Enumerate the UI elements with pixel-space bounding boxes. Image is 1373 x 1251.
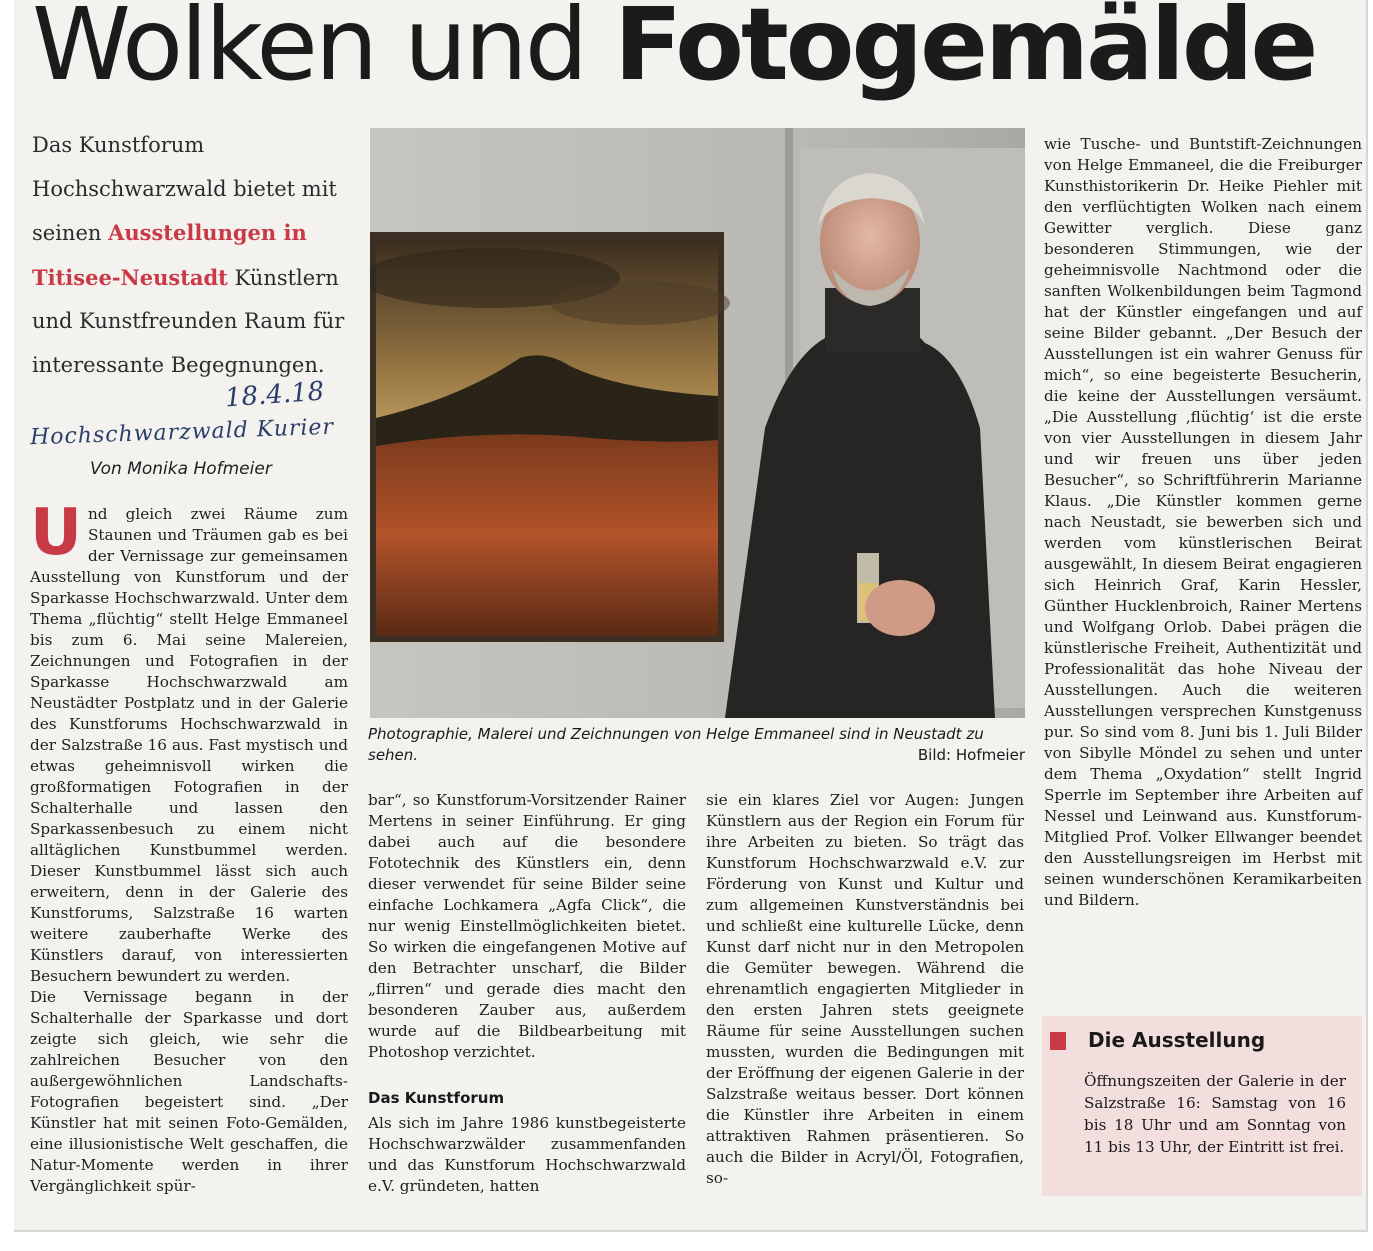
headline-bold: Fotogemälde bbox=[614, 0, 1316, 103]
photo-caption bbox=[368, 724, 1025, 766]
drop-cap: U bbox=[30, 496, 82, 570]
column-4-text: wie Tusche- und Buntstift-Zeichnungen von Helge Emmaneel, die die Freiburger Kunsthistorikerin Dr. Heike Piehler mit den verflüchtigten Wolken nach einem Gewitter verglich. Diese ganz besonderen Stimmungen, wie der geheimnisvolle Nachtmond oder die sanften Wolkenbildungen beim Tagmond hat der Künstler eingefangen und auf seine Bilder gebannt. „Der Besuch der Ausstellungen ist ein wahrer Genuss für mich“, so eine begeisterte Besucherin, die keine der Ausstellungen versäumt. „Die Ausstellung ‚flüchtig‘ ist die erste von vier Ausstellungen in diesem Jahr und wir freuen uns über jeden Besucher“, so Schriftführerin Marianne Klaus. „Die Künstler kommen gerne nach Neustadt, sie bewerben sich und werden vom künstlerischen Beirat ausgewählt, In diesem Beirat engagieren sich Heinrich Graf, Karin Hessler, Günther Hucklenbroich, Rainer Mertens und Wolfgang Orlob. Dabei prägen die künstlerische Freiheit, Authentizität und Professionalität das hohe Niveau der Ausstellungen. Auch die weiteren Ausstellungen versprechen Kunstgenuss pur. So sind vom 8. Juni bis 1. Juli Bilder von Sibylle Möndel zu sehen und unter dem Thema „Oxydation“ stellt Ingrid Sperrle im September ihre Arbeiten auf Nessel und Leinwand aus. Kunstforum-Mitglied Prof. Volker Ellwanger beendet den Ausstellungsreigen im Herbst mit seinen wunderschönen Keramikarbeiten und Bildern. bbox=[1044, 135, 1362, 909]
column-3-text: sie ein klares Ziel vor Augen: Jungen Künstlern aus der Region ein Forum für ihre Arbeiten zu bieten. So trägt das Kunstforum Hochschwarzwald e.V. zur Förderung von Kunst und Kultur und zum allgemeinen Kunstverständnis bei und schließt eine kulturelle Lücke, denn Kunst darf nicht nur in den Metropolen die Gemüter bewegen. Während die ehrenamtlich engagierten Mitglieder in den ersten Jahren stets geeignete Räume für seine Ausstellungen suchen mussten, wurden die Bedingungen mit der Eröffnung der eigenen Galerie in der Salzstraße weitaus besser. Dort können die Künstler ihre Arbeiten in einem attraktiven Rahmen präsentieren. So auch die Bilder in Acryl/Öl, Fotografien, so- bbox=[706, 791, 1024, 1187]
headline bbox=[32, 0, 1372, 104]
caption-text: Photographie, Malerei und Zeichnungen von Helge Emmaneel sind in Neustadt zu sehen. bbox=[368, 725, 984, 764]
column-2 bbox=[368, 790, 686, 1063]
photo-credit: Bild: Hofmeier bbox=[917, 746, 1025, 764]
byline: Von Monika Hofmeier bbox=[90, 459, 272, 479]
headline-light: Wolken und bbox=[32, 0, 615, 103]
subhead-kunstforum: Das Kunstforum bbox=[368, 1089, 505, 1107]
column-1-text-b: Die Vernissage begann in der Schalterhalle der Sparkasse und dort zeigte sich gleich, wie sehr die zahlreichen Besucher von den außergewöhnlichen Landschafts-Fotografien begeistert sind. „Der Künstler hat mit seinen Foto-Gemälden, eine illusionistische Welt geschaffen, die Natur-Momente werden in ihrer Vergänglichkeit spür- bbox=[30, 988, 348, 1195]
column-4 bbox=[1044, 134, 1362, 911]
column-3 bbox=[706, 790, 1024, 1189]
photo-artist-with-painting bbox=[370, 128, 1025, 718]
handwritten-source: Hochschwarzwald Kurier bbox=[29, 414, 335, 451]
info-box-body: Öffnungszeiten der Galerie in der Salzstraße 16: Samstag von 16 bis 18 Uhr und am Sonntag von 11 bis 13 Uhr, der Eintritt ist frei. bbox=[1084, 1072, 1346, 1156]
article-photo bbox=[370, 128, 1025, 718]
info-box bbox=[1042, 1016, 1362, 1196]
teaser-part1: Das Kunstforum Hochschwarzwald bietet mit seinen bbox=[32, 133, 337, 245]
handwritten-date: 18.4.18 bbox=[224, 376, 326, 414]
info-box-marker bbox=[1050, 1032, 1066, 1050]
info-box-title: Die Ausstellung bbox=[1088, 1028, 1266, 1052]
column-2-b bbox=[368, 1113, 686, 1197]
column-2-text: bar“, so Kunstforum-Vorsitzender Rainer Mertens in seiner Einführung. Er ging dabei auch auf die besondere Fototechnik des Künstlers ein, denn dieser verwendet für seine Bilder seine einfache Lochkamera „Agfa Click“, die nur wenig Einstellmöglichkeiten bietet. So wirken die eingefangenen Motive auf den Betrachter unscharf, die Bilder „flirren“ und gerade dies macht den besonderen Zauber aus, außerdem wurde auf die Bildbearbeitung mit Photoshop verzichtet. bbox=[368, 791, 686, 1061]
column-2-b-text: Als sich im Jahre 1986 kunstbegeisterte Hochschwarzwälder zusammenfanden und das Kunstforum Hochschwarzwald e.V. gründeten, hatten bbox=[368, 1114, 686, 1195]
teaser-part2: Künstlern und Kunstfreunden Raum für interessante Begegnungen. bbox=[32, 265, 345, 377]
column-1 bbox=[30, 496, 348, 1197]
teaser bbox=[32, 124, 362, 387]
teaser-highlight: Ausstellungen in Titisee-Neustadt bbox=[32, 220, 307, 290]
column-1-text: nd gleich zwei Räume zum Staunen und Träumen gab es bei der Vernissage zur gemeinsamen Ausstellung von Kunstforum und der Sparkasse Hochschwarzwald. Unter dem Thema „flüchtig“ stellt Helge Emmaneel bis zum 6. Mai seine Malereien, Zeichnungen und Fotografien in der Sparkasse Hochschwarzwald am Neustädter Postplatz und in der Galerie des Kunstforums Hochschwarzwald in der Salzstraße 16 aus. Fast mystisch und etwas geheimnisvoll wirken die großformatigen Fotografien in der Schalterhalle und lassen den Sparkassenbesuch zu einem nicht alltäglichen Kunstbummel werden. Dieser Kunstbummel lässt sich auch erweitern, denn in der Galerie des Kunstforums, Salzstraße 16 warten weitere zauberhafte Werke des Künstlers darauf, von interessierten Besuchern bewundert zu werden. bbox=[30, 505, 348, 985]
